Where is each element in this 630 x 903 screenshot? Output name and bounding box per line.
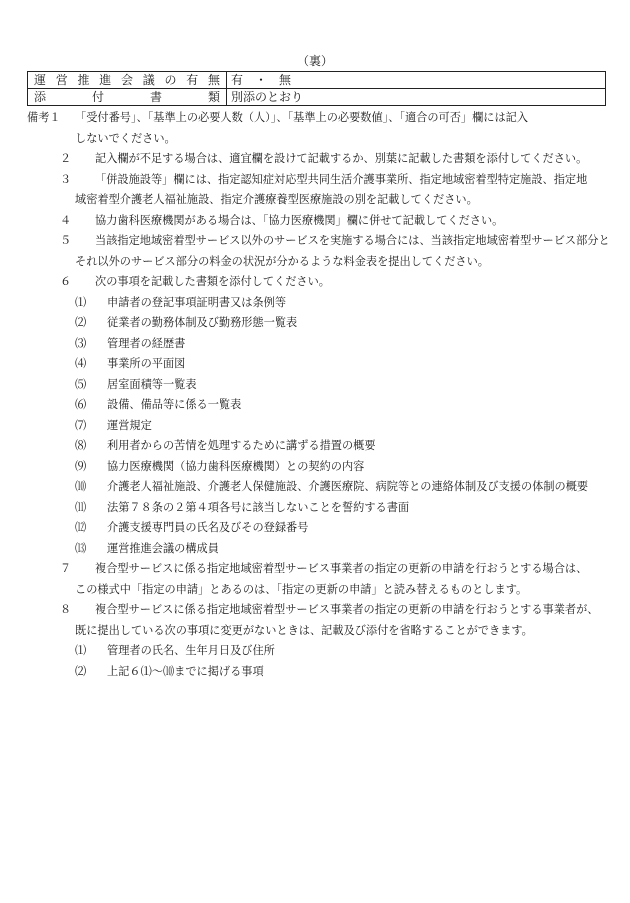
list-item: ⑴ 申請者の登記事項証明書又は条例等 (75, 295, 287, 309)
note-6: ６ 次の事項を記載した書類を添付してください。 (60, 275, 330, 288)
list-item: ⑻ 利用者からの苦情を処理するために講ずる措置の概要 (75, 439, 376, 452)
notes-section (27, 108, 612, 682)
page-side-label: （裏） (296, 54, 333, 68)
list-item: ⑸ 居室面積等一覧表 (75, 377, 197, 391)
operation-meeting-value[interactable]: 有 ・ 無 (227, 72, 606, 89)
note-3: ３ 「併設施設等」欄には、指定認知症対応型共同生活介護事業所、指定地域密着型特定施設、指定地 (60, 172, 588, 186)
list-item: ⑶ 管理者の経歴書 (75, 336, 186, 350)
note-4: ４ 協力歯科医療機関がある場合は、「協力医療機関」欄に併せて記載してください。 (60, 213, 504, 227)
list-item: ⑵ 従業者の勤務体制及び勤務形態一覧表 (75, 316, 298, 329)
list-item: ⑾ 法第７８条の２第４項各号に該当しないことを誓約する書面 (75, 500, 410, 514)
attachments-value[interactable]: 別添のとおり (227, 89, 606, 106)
attachments-label: 添付書類 (28, 89, 227, 106)
note-5-continued: それ以外のサービス部分の料金の状況が分かるような料金表を提出してください。 (75, 254, 489, 268)
note-1-continued: しないでください。 (75, 131, 176, 145)
form-table (27, 71, 606, 106)
operation-meeting-label: 運営推進会議の有無 (28, 72, 227, 89)
note-7-continued: この様式中「指定の申請」とあるのは、「指定の更新の申請」と読み替えるものとします。 (75, 582, 528, 596)
note-2: ２ 記入欄が不足する場合は、適宜欄を設けて記載するか、別葉に記載した書類を添付してください。 (60, 152, 588, 165)
list-item: ⑿ 介護支援専門員の氏名及びその登録番号 (75, 521, 309, 534)
list-item: ⑺ 運営規定 (75, 418, 152, 432)
list-item: ⒀ 運営推進会議の構成員 (75, 541, 219, 555)
table-row (28, 72, 606, 89)
note-7: ７ 複合型サービスに係る指定地域密着型サービス事業者の指定の更新の申請を行おうとする場合は、 (60, 562, 588, 575)
list-item: ⑵ 上記６⑴～⑽までに掲げる事項 (75, 664, 264, 678)
notes-prefix: 備考１ (27, 111, 61, 124)
table-row (28, 89, 606, 106)
list-item: ⑷ 事業所の平面図 (75, 357, 186, 370)
list-item: ⑴ 管理者の氏名、生年月日及び住所 (75, 644, 275, 657)
list-item: ⑹ 設備、備品等に係る一覧表 (75, 398, 242, 411)
note-1: 備考１ 「受付番号」、「基準上の必要人数（人）」、「基準上の必要数値」、「適合の可否」欄には記入 (27, 108, 612, 129)
note-8: ８ 複合型サービスに係る指定地域密着型サービス事業者の指定の更新の申請を行おうとする事業者が、 (60, 603, 599, 616)
note-3-continued: 域密着型介護老人福祉施設、指定介護療養型医療施設の別を記載してください。 (75, 193, 478, 206)
list-item: ⑼ 協力医療機関（協力歯科医療機関）との契約の内容 (75, 459, 365, 473)
list-item: ⑽ 介護老人福祉施設、介護老人保健施設、介護医療院、病院等との連絡体制及び支援の体制の概要 (75, 480, 589, 493)
note-8-continued: 既に提出している次の事項に変更がないときは、記載及び添付を省略することができます。 (75, 623, 533, 637)
note-5: ５ 当該指定地域密着型サービス以外のサービスを実施する場合には、当該指定地域密着型サービス部分と (60, 234, 610, 247)
